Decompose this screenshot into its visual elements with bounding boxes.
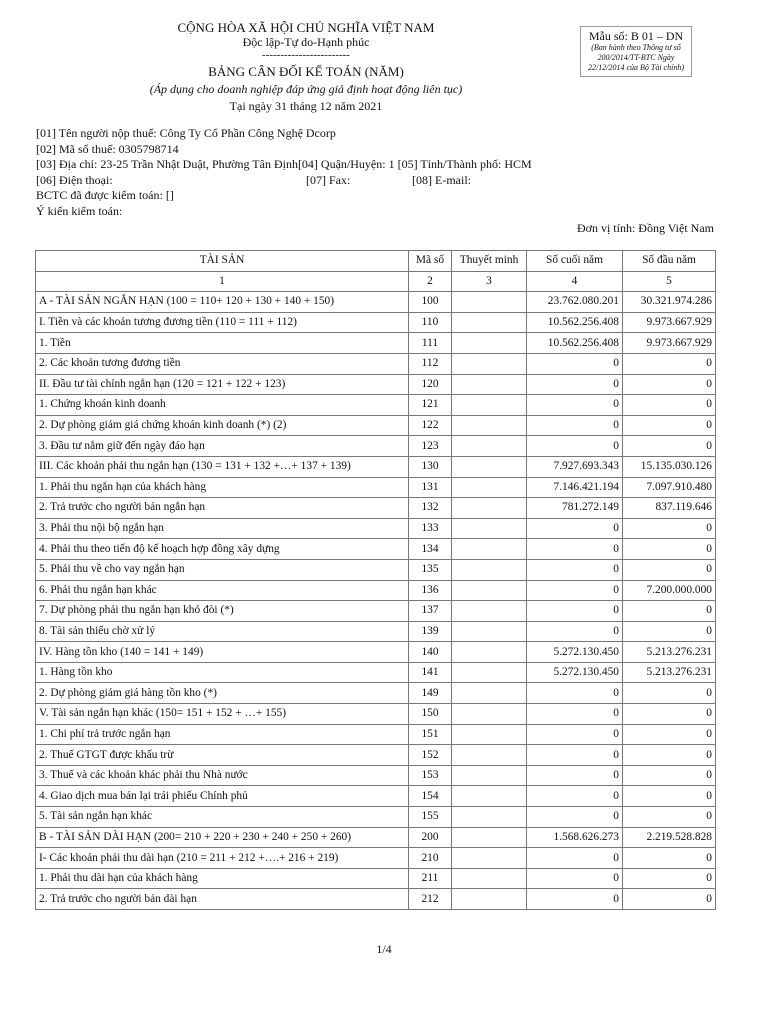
column-number: 4 xyxy=(527,271,623,292)
row-end-of-year-value: 0 xyxy=(527,868,623,889)
row-beginning-of-year-value: 7.097.910.480 xyxy=(623,477,716,498)
row-end-of-year-value: 0 xyxy=(527,374,623,395)
table-row xyxy=(36,498,716,519)
row-beginning-of-year-value: 0 xyxy=(623,539,716,560)
row-note xyxy=(452,333,527,354)
row-item-name: 1. Tiền xyxy=(36,333,409,354)
row-beginning-of-year-value: 5.213.276.231 xyxy=(623,642,716,663)
row-end-of-year-value: 0 xyxy=(527,559,623,580)
row-item-name: III. Các khoản phải thu ngắn hạn (130 = 131 + 132 +…+ 137 + 139) xyxy=(36,456,409,477)
row-note xyxy=(452,498,527,519)
row-code: 133 xyxy=(409,518,452,539)
fax: [07] Fax: xyxy=(306,172,351,187)
row-beginning-of-year-value: 0 xyxy=(623,415,716,436)
row-item-name: 1. Chi phí trả trước ngắn hạn xyxy=(36,724,409,745)
table-row xyxy=(36,292,716,313)
row-item-name: 5. Tài sản ngắn hạn khác xyxy=(36,807,409,828)
row-note xyxy=(452,662,527,683)
row-end-of-year-value: 0 xyxy=(527,786,623,807)
row-end-of-year-value: 0 xyxy=(527,601,623,622)
row-end-of-year-value: 10.562.256.408 xyxy=(527,333,623,354)
table-row xyxy=(36,374,716,395)
table-row xyxy=(36,807,716,828)
table-row xyxy=(36,415,716,436)
column-number: 1 xyxy=(36,271,409,292)
header-assets: TÀI SẢN xyxy=(36,251,409,272)
row-note xyxy=(452,353,527,374)
row-code: 150 xyxy=(409,704,452,725)
row-item-name: B - TÀI SẢN DÀI HẠN (200= 210 + 220 + 230 + 240 + 250 + 260) xyxy=(36,827,409,848)
row-end-of-year-value: 7.927.693.343 xyxy=(527,456,623,477)
form-note: (Ban hành theo Thông tư số 200/2014/TT-BTC Ngày 22/12/2014 của Bộ Tài chính) xyxy=(588,43,684,72)
address: [03] Địa chỉ: 23-25 Trần Nhật Duật, Phường Tân Định[04] Quận/Huyện: 1 [05] Tỉnh/Thành phố: HCM xyxy=(36,157,532,171)
row-item-name: I- Các khoản phải thu dài hạn (210 = 211 + 212 +….+ 216 + 219) xyxy=(36,848,409,869)
row-item-name: V. Tài sản ngắn hạn khác (150= 151 + 152 + …+ 155) xyxy=(36,704,409,725)
row-end-of-year-value: 0 xyxy=(527,724,623,745)
row-note xyxy=(452,436,527,457)
column-number: 2 xyxy=(409,271,452,292)
form-code-box xyxy=(580,26,692,77)
table-row xyxy=(36,889,716,910)
currency-unit: Đơn vị tính: Đồng Việt Nam xyxy=(576,221,714,235)
row-item-name: 2. Các khoản tương đương tiền xyxy=(36,353,409,374)
header-beginning-of-year: Số đầu năm xyxy=(623,251,716,272)
row-item-name: 2. Thuế GTGT được khấu trừ xyxy=(36,745,409,766)
row-beginning-of-year-value: 15.135.030.126 xyxy=(623,456,716,477)
row-beginning-of-year-value: 0 xyxy=(623,765,716,786)
row-note xyxy=(452,292,527,313)
row-item-name: 1. Hàng tồn kho xyxy=(36,662,409,683)
row-code: 211 xyxy=(409,868,452,889)
table-row xyxy=(36,724,716,745)
table-row xyxy=(36,683,716,704)
table-header-row xyxy=(36,251,716,272)
row-note xyxy=(452,601,527,622)
row-note xyxy=(452,456,527,477)
column-number: 3 xyxy=(452,271,527,292)
row-item-name: 3. Phải thu nội bộ ngắn hạn xyxy=(36,518,409,539)
row-beginning-of-year-value: 9.973.667.929 xyxy=(623,312,716,333)
row-note xyxy=(452,477,527,498)
table-row xyxy=(36,848,716,869)
row-end-of-year-value: 0 xyxy=(527,683,623,704)
row-note xyxy=(452,848,527,869)
row-beginning-of-year-value: 0 xyxy=(623,807,716,828)
table-row xyxy=(36,745,716,766)
table-row xyxy=(36,559,716,580)
row-code: 212 xyxy=(409,889,452,910)
row-item-name: 6. Phải thu ngắn hạn khác xyxy=(36,580,409,601)
row-beginning-of-year-value: 9.973.667.929 xyxy=(623,333,716,354)
row-beginning-of-year-value: 0 xyxy=(623,704,716,725)
row-code: 122 xyxy=(409,415,452,436)
table-row xyxy=(36,395,716,416)
row-code: 134 xyxy=(409,539,452,560)
table-body xyxy=(36,292,716,910)
row-note xyxy=(452,621,527,642)
row-code: 135 xyxy=(409,559,452,580)
row-item-name: 2. Dự phòng giảm giá chứng khoán kinh doanh (*) (2) xyxy=(36,415,409,436)
table-row xyxy=(36,765,716,786)
row-beginning-of-year-value: 0 xyxy=(623,353,716,374)
table-row xyxy=(36,868,716,889)
row-beginning-of-year-value: 0 xyxy=(623,601,716,622)
header-code: Mã số xyxy=(409,251,452,272)
row-beginning-of-year-value: 0 xyxy=(623,436,716,457)
row-code: 121 xyxy=(409,395,452,416)
table-row xyxy=(36,642,716,663)
row-item-name: 3. Thuế và các khoản khác phải thu Nhà nước xyxy=(36,765,409,786)
row-item-name: 4. Giao dịch mua bán lại trái phiếu Chính phủ xyxy=(36,786,409,807)
audit-opinion: Ý kiến kiểm toán: xyxy=(36,203,123,218)
row-end-of-year-value: 0 xyxy=(527,415,623,436)
table-row xyxy=(36,621,716,642)
row-beginning-of-year-value: 0 xyxy=(623,848,716,869)
row-end-of-year-value: 0 xyxy=(527,353,623,374)
row-end-of-year-value: 0 xyxy=(527,889,623,910)
row-beginning-of-year-value: 0 xyxy=(623,518,716,539)
row-code: 154 xyxy=(409,786,452,807)
row-code: 130 xyxy=(409,456,452,477)
row-item-name: 1. Phải thu ngắn hạn của khách hàng xyxy=(36,477,409,498)
taxpayer-info xyxy=(36,126,736,219)
national-header xyxy=(0,20,612,114)
row-beginning-of-year-value: 0 xyxy=(623,621,716,642)
row-beginning-of-year-value: 7.200.000.000 xyxy=(623,580,716,601)
header-notes: Thuyết minh xyxy=(452,251,527,272)
row-code: 200 xyxy=(409,827,452,848)
row-end-of-year-value: 0 xyxy=(527,848,623,869)
row-item-name: 2. Dự phòng giảm giá hàng tồn kho (*) xyxy=(36,683,409,704)
row-note xyxy=(452,683,527,704)
row-note xyxy=(452,312,527,333)
table-row xyxy=(36,827,716,848)
row-beginning-of-year-value: 0 xyxy=(623,683,716,704)
row-code: 132 xyxy=(409,498,452,519)
row-item-name: IV. Hàng tồn kho (140 = 141 + 149) xyxy=(36,642,409,663)
row-code: 100 xyxy=(409,292,452,313)
table-row xyxy=(36,580,716,601)
row-item-name: 1. Chứng khoán kinh doanh xyxy=(36,395,409,416)
document-date: Tại ngày 31 tháng 12 năm 2021 xyxy=(229,99,383,113)
row-end-of-year-value: 0 xyxy=(527,765,623,786)
table-row xyxy=(36,786,716,807)
row-note xyxy=(452,889,527,910)
nation-title: CỘNG HÒA XÃ HỘI CHỦ NGHĨA VIỆT NAM xyxy=(177,20,435,35)
row-code: 136 xyxy=(409,580,452,601)
row-item-name: I. Tiền và các khoản tương đương tiền (110 = 111 + 112) xyxy=(36,312,409,333)
balance-sheet-table xyxy=(35,250,716,910)
table-row xyxy=(36,518,716,539)
row-end-of-year-value: 0 xyxy=(527,745,623,766)
row-note xyxy=(452,374,527,395)
row-beginning-of-year-value: 5.213.276.231 xyxy=(623,662,716,683)
form-code: Mẫu số: B 01 – DN xyxy=(588,29,684,43)
row-note xyxy=(452,415,527,436)
row-code: 123 xyxy=(409,436,452,457)
row-beginning-of-year-value: 30.321.974.286 xyxy=(623,292,716,313)
document-title: BẢNG CÂN ĐỐI KẾ TOÁN (NĂM) xyxy=(208,64,404,79)
row-beginning-of-year-value: 0 xyxy=(623,889,716,910)
table-row xyxy=(36,353,716,374)
row-end-of-year-value: 0 xyxy=(527,436,623,457)
row-item-name: II. Đầu tư tài chính ngắn hạn (120 = 121 + 122 + 123) xyxy=(36,374,409,395)
row-end-of-year-value: 0 xyxy=(527,621,623,642)
row-code: 110 xyxy=(409,312,452,333)
table-row xyxy=(36,312,716,333)
row-code: 140 xyxy=(409,642,452,663)
row-code: 131 xyxy=(409,477,452,498)
row-code: 152 xyxy=(409,745,452,766)
row-note xyxy=(452,827,527,848)
row-beginning-of-year-value: 0 xyxy=(623,724,716,745)
row-item-name: 5. Phải thu về cho vay ngắn hạn xyxy=(36,559,409,580)
row-note xyxy=(452,704,527,725)
table-row xyxy=(36,662,716,683)
row-note xyxy=(452,745,527,766)
row-item-name: 3. Đầu tư nắm giữ đến ngày đáo hạn xyxy=(36,436,409,457)
row-end-of-year-value: 23.762.080.201 xyxy=(527,292,623,313)
row-item-name: 2. Trả trước cho người bán dài hạn xyxy=(36,889,409,910)
table-row xyxy=(36,456,716,477)
row-note xyxy=(452,518,527,539)
row-note xyxy=(452,724,527,745)
row-code: 155 xyxy=(409,807,452,828)
row-code: 153 xyxy=(409,765,452,786)
row-note xyxy=(452,559,527,580)
row-beginning-of-year-value: 837.119.646 xyxy=(623,498,716,519)
row-note xyxy=(452,642,527,663)
row-note xyxy=(452,786,527,807)
row-code: 210 xyxy=(409,848,452,869)
row-code: 149 xyxy=(409,683,452,704)
row-code: 111 xyxy=(409,333,452,354)
header-separator: ------------------------ xyxy=(262,49,350,61)
row-note xyxy=(452,580,527,601)
row-item-name: 1. Phải thu dài hạn của khách hàng xyxy=(36,868,409,889)
taxpayer-name: [01] Tên người nộp thuế: Công Ty Cổ Phần Công Nghệ Dcorp xyxy=(36,126,336,140)
row-end-of-year-value: 0 xyxy=(527,395,623,416)
row-note xyxy=(452,765,527,786)
row-beginning-of-year-value: 0 xyxy=(623,395,716,416)
page-number: 1/4 xyxy=(376,942,392,956)
phone: [06] Điện thoại: xyxy=(36,172,113,187)
row-end-of-year-value: 5.272.130.450 xyxy=(527,642,623,663)
row-end-of-year-value: 0 xyxy=(527,580,623,601)
nation-motto: Độc lập-Tự do-Hạnh phúc xyxy=(242,35,370,49)
row-note xyxy=(452,539,527,560)
row-beginning-of-year-value: 2.219.528.828 xyxy=(623,827,716,848)
audited-status: BCTC đã được kiểm toán: [] xyxy=(36,188,174,202)
row-note xyxy=(452,868,527,889)
row-beginning-of-year-value: 0 xyxy=(623,745,716,766)
row-item-name: A - TÀI SẢN NGẮN HẠN (100 = 110+ 120 + 130 + 140 + 150) xyxy=(36,292,409,313)
row-beginning-of-year-value: 0 xyxy=(623,786,716,807)
row-end-of-year-value: 10.562.256.408 xyxy=(527,312,623,333)
header-end-of-year: Số cuối năm xyxy=(527,251,623,272)
row-item-name: 2. Trả trước cho người bán ngắn hạn xyxy=(36,498,409,519)
row-item-name: 4. Phải thu theo tiến độ kế hoạch hợp đồng xây dựng xyxy=(36,539,409,560)
column-number: 5 xyxy=(623,271,716,292)
row-code: 120 xyxy=(409,374,452,395)
row-end-of-year-value: 0 xyxy=(527,807,623,828)
table-row xyxy=(36,601,716,622)
row-code: 151 xyxy=(409,724,452,745)
table-row xyxy=(36,477,716,498)
row-end-of-year-value: 0 xyxy=(527,704,623,725)
row-end-of-year-value: 0 xyxy=(527,518,623,539)
row-beginning-of-year-value: 0 xyxy=(623,559,716,580)
row-end-of-year-value: 5.272.130.450 xyxy=(527,662,623,683)
table-row xyxy=(36,704,716,725)
row-code: 112 xyxy=(409,353,452,374)
tax-code: [02] Mã số thuế: 0305798714 xyxy=(36,141,179,156)
row-end-of-year-value: 1.568.626.273 xyxy=(527,827,623,848)
table-column-number-row xyxy=(36,271,716,292)
table-row xyxy=(36,333,716,354)
email: [08] E-mail: xyxy=(412,172,471,187)
row-end-of-year-value: 0 xyxy=(527,539,623,560)
table-row xyxy=(36,436,716,457)
row-item-name: 8. Tài sản thiếu chờ xử lý xyxy=(36,621,409,642)
table-row xyxy=(36,539,716,560)
row-code: 137 xyxy=(409,601,452,622)
row-end-of-year-value: 7.146.421.194 xyxy=(527,477,623,498)
row-beginning-of-year-value: 0 xyxy=(623,374,716,395)
document-subtitle: (Áp dụng cho doanh nghiệp đáp ứng giả định hoạt động liên tục) xyxy=(149,82,463,96)
row-note xyxy=(452,395,527,416)
row-code: 141 xyxy=(409,662,452,683)
row-code: 139 xyxy=(409,621,452,642)
row-end-of-year-value: 781.272.149 xyxy=(527,498,623,519)
row-beginning-of-year-value: 0 xyxy=(623,868,716,889)
row-note xyxy=(452,807,527,828)
row-item-name: 7. Dự phòng phải thu ngắn hạn khó đòi (*) xyxy=(36,601,409,622)
